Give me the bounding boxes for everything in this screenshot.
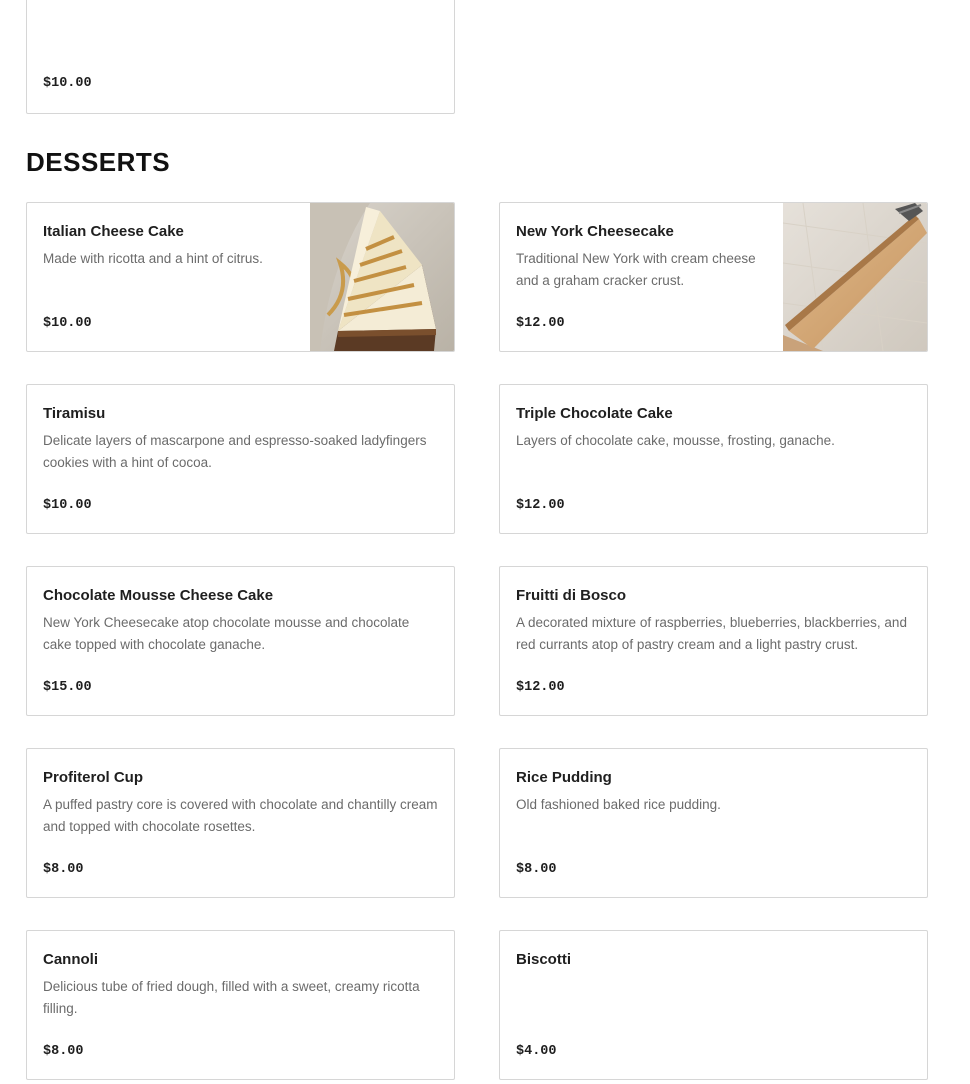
menu-item-price: $8.00 — [43, 1044, 84, 1059]
menu-item-name: Rice Pudding — [516, 769, 612, 786]
menu-item-body — [43, 749, 438, 897]
menu-item-name: Fruitti di Bosco — [516, 587, 626, 604]
menu-item-card-profiterol-cup[interactable] — [26, 748, 455, 898]
menu-item-price: $12.00 — [516, 316, 565, 331]
menu-item-body — [516, 749, 911, 897]
menu-item-description: A decorated mixture of raspberries, blueberries, blackberries, and red currants atop of pastry cream and a light pastry crust. — [516, 615, 907, 652]
menu-item-card-tiramisu[interactable] — [26, 384, 455, 534]
menu-item-card-new-york-cheesecake[interactable] — [499, 202, 928, 352]
menu-item-card-biscotti[interactable] — [499, 930, 928, 1080]
menu-item-card-chocolate-mousse-cheese-cake[interactable] — [26, 566, 455, 716]
menu-item-description: Old fashioned baked rice pudding. — [516, 797, 721, 812]
menu-item-name: Cannoli — [43, 951, 98, 968]
menu-item-body — [516, 203, 767, 351]
menu-item-name: Biscotti — [516, 951, 572, 968]
menu-item-name: New York Cheesecake — [516, 223, 674, 240]
menu-item-body — [43, 203, 294, 351]
menu-item-name: Triple Chocolate Cake — [516, 405, 673, 422]
menu-item-card[interactable] — [26, 0, 455, 114]
menu-item-price: $8.00 — [516, 862, 557, 877]
menu-item-name: Chocolate Mousse Cheese Cake — [43, 587, 274, 604]
menu-item-body — [43, 385, 438, 533]
menu-item-description: Traditional New York with cream cheese and a graham cracker crust. — [516, 251, 756, 288]
menu-item-body — [43, 0, 438, 113]
italian-cheese-cake-photo[interactable] — [310, 203, 454, 351]
menu-item-card-rice-pudding[interactable] — [499, 748, 928, 898]
menu-item-body — [516, 567, 911, 715]
menu-item-body — [516, 931, 911, 1079]
menu-item-body — [43, 567, 438, 715]
menu-item-price: $4.00 — [516, 1044, 557, 1059]
menu-item-description: Made with ricotta and a hint of citrus. — [43, 251, 263, 266]
menu-item-body — [43, 931, 438, 1079]
menu-item-description: Layers of chocolate cake, mousse, frosting, ganache. — [516, 433, 835, 448]
section-title-desserts: DESSERTS — [26, 147, 171, 177]
menu-item-name: Italian Cheese Cake — [43, 223, 184, 240]
menu-item-price: $12.00 — [516, 498, 565, 513]
menu-item-card-italian-cheese-cake[interactable] — [26, 202, 455, 352]
menu-item-price: $10.00 — [43, 76, 92, 91]
menu-item-description: A puffed pastry core is covered with chocolate and chantilly cream and topped with chocolate rosettes. — [43, 797, 438, 834]
menu-item-card-fruitti-di-bosco[interactable] — [499, 566, 928, 716]
menu-item-price: $12.00 — [516, 680, 565, 695]
new-york-cheesecake-photo[interactable] — [783, 203, 927, 351]
menu-item-price: $10.00 — [43, 316, 92, 331]
menu-item-description: Delicate layers of mascarpone and espresso-soaked ladyfingers cookies with a hint of cocoa. — [43, 433, 427, 470]
menu-item-price: $8.00 — [43, 862, 84, 877]
menu-item-description: Delicious tube of fried dough, filled with a sweet, creamy ricotta filling. — [43, 979, 420, 1016]
menu-item-name: Profiterol Cup — [43, 769, 143, 786]
menu-item-description: New York Cheesecake atop chocolate mousse and chocolate cake topped with chocolate ganache. — [43, 615, 410, 652]
menu-item-body — [516, 385, 911, 533]
menu-item-card-cannoli[interactable] — [26, 930, 455, 1080]
menu-item-name: Tiramisu — [43, 405, 106, 422]
menu-item-price: $15.00 — [43, 680, 92, 695]
menu-item-price: $10.00 — [43, 498, 92, 513]
menu-item-card-triple-chocolate-cake[interactable] — [499, 384, 928, 534]
